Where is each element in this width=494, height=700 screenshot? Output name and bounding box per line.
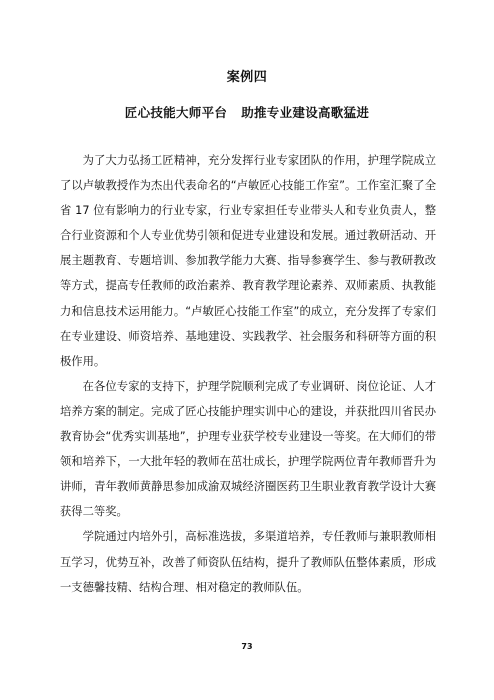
page-number: 73 [241, 642, 253, 651]
case-heading: 案例四 [226, 70, 268, 85]
paragraph-1: 为了大力弘扬工匠精神，充分发挥行业专家团队的作用，护理学院成立了以卢敏教授作为杰出代表命名的“卢敏匠心技能工作室”。工作室汇聚了全省 17 位有影响力的行业专家，行业专家担任专业带头人和专业负责人，整合行业资源和个人专业优势引领和促进专业建设和发展。通过教研活动、开展主题教育、专题培训、参加教学能力大赛、指导参赛学生、参与教研教改等方式，提高专任教师的政治素养、教育教学理论素养、双师素质、执教能力和信息技术运用能力。“卢敏匠心技能工作室”的成立，充分发挥了专家们在专业建设、师资培养、基地建设、实践教学、社会服务和科研等方面的积极作用。 [60, 154, 436, 368]
subtitle-part-1: 匠心技能大师平台 [124, 105, 228, 120]
subtitle-part-2: 助推专业建设高歌猛进 [241, 105, 370, 120]
case-subtitle [0, 103, 494, 121]
body-text [60, 148, 436, 600]
paragraph-2: 在各位专家的支持下，护理学院顺利完成了专业调研、岗位论证、人才培养方案的制定。完成了匠心技能护理实训中心的建设，并获批四川省民办教育协会“优秀实训基地”，护理专业获学校专业建设一等奖。在大师们的带领和培养下，一大批年轻的教师在茁壮成长，护理学院两位青年教师晋升为讲师，青年教师黄静思参加成渝双城经济圈医药卫生职业教育教学设计大赛获得二等奖。 [60, 379, 436, 519]
paragraph-3: 学院通过内培外引，高标准选拔，多渠道培养，专任教师与兼职教师相互学习，优势互补，改善了师资队伍结构，提升了教师队伍整体素质，形成一支德馨技精、结构合理、相对稳定的教师队伍。 [60, 530, 436, 594]
